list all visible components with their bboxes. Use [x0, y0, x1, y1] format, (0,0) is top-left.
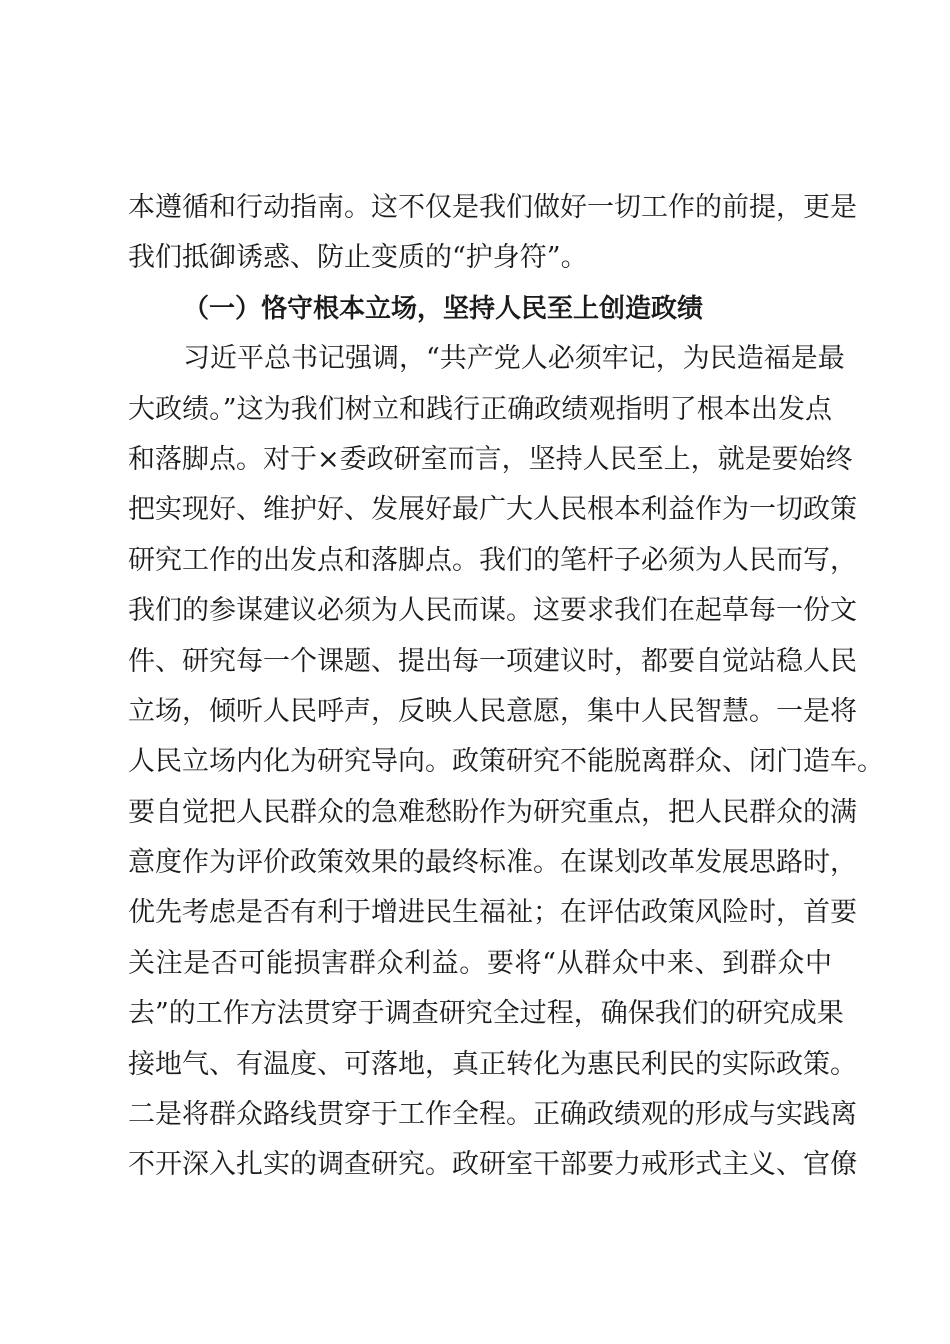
text-line: 不开深入扎实的调查研究。政研室干部要力戒形式主义、官僚 — [128, 1149, 857, 1181]
text-line: 我们的参谋建议必须为人民而谋。这要求我们在起草每一份文 — [128, 595, 857, 627]
text-line: 二是将群众路线贯穿于工作全程。正确政绩观的形成与实践离 — [128, 1099, 857, 1131]
text-line: 意度作为评价政策效果的最终标准。在谋划改革发展思路时， — [128, 847, 857, 879]
text-line: 关注是否可能损害群众利益。要将“从群众中来、到群众中 — [128, 947, 832, 979]
text-line: 大政绩。”这为我们树立和践行正确政绩观指明了根本出发点 — [128, 393, 832, 425]
text-line: 件、研究每一个课题、提出每一项建议时，都要自觉站稳人民 — [128, 645, 857, 677]
text-line: 接地气、有温度、可落地，真正转化为惠民利民的实际政策。 — [128, 1048, 857, 1080]
text-line: 把实现好、维护好、发展好最广大人民根本利益作为一切政策 — [128, 494, 857, 526]
text-line: 研究工作的出发点和落脚点。我们的笔杆子必须为人民而写， — [128, 544, 857, 576]
text-line: 去”的工作方法贯穿于调查研究全过程，确保我们的研究成果 — [128, 998, 844, 1030]
text-line: 习近平总书记强调，“共产党人必须牢记，为民造福是最 — [183, 343, 845, 375]
text-line: 和落脚点。对于×委政研室而言，坚持人民至上，就是要始终 — [128, 443, 853, 475]
text-line: 人民立场内化为研究导向。政策研究不能脱离群众、闭门造车。 — [128, 746, 884, 778]
text-line: 优先考虑是否有利于增进民生福祉；在评估政策风险时，首要 — [128, 897, 857, 929]
section-heading: （一）恪守根本立场，坚持人民至上创造政绩 — [183, 293, 704, 324]
text-line: 本遵循和行动指南。这不仅是我们做好一切工作的前提，更是 — [128, 192, 857, 223]
text-line: 我们抵御诱惑、防止变质的“护身符”。 — [128, 242, 588, 274]
document-body — [128, 183, 884, 1191]
text-line: 立场，倾听人民呼声，反映人民意愿，集中人民智慧。一是将 — [128, 695, 857, 727]
text-line: 要自觉把人民群众的急难愁盼作为研究重点，把人民群众的满 — [128, 796, 857, 828]
